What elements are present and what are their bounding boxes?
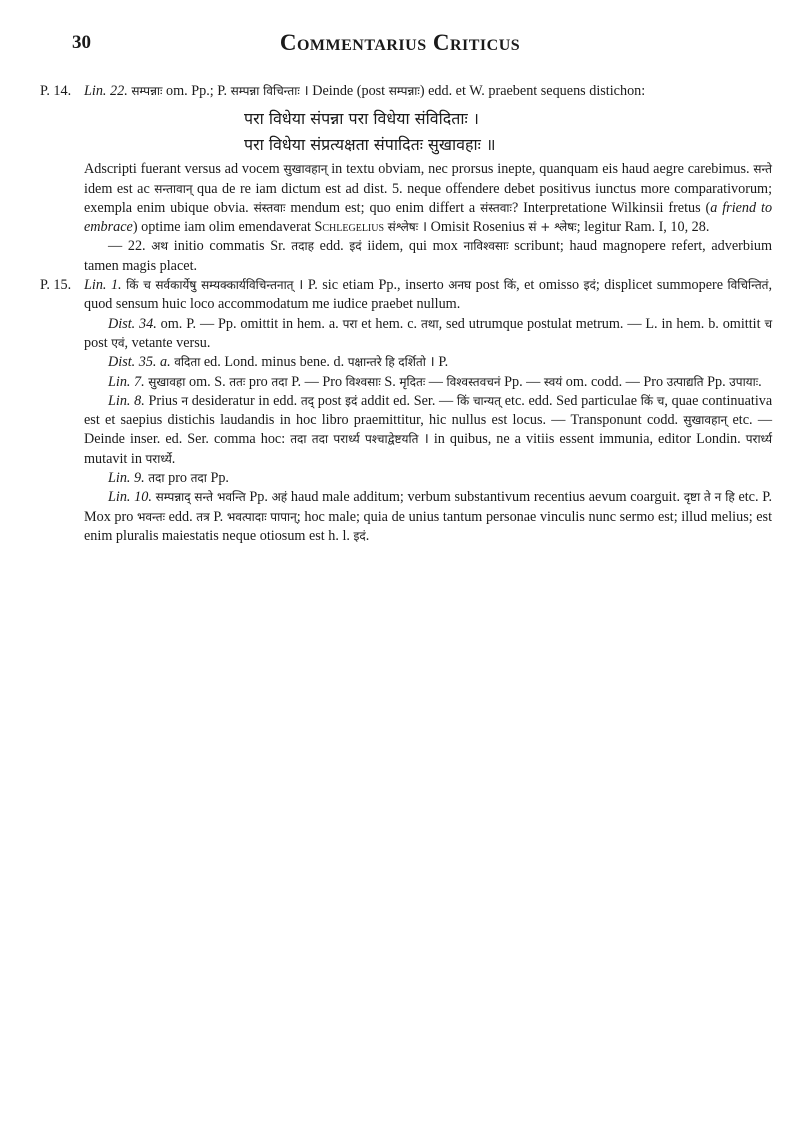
- verse-line: परा विधेया संप्रत्यक्षता संपादितः सुखावहाः ॥: [244, 135, 496, 155]
- note-paragraph: Lin. 8. Prius न desideratur in edd. तद् post इदं addit ed. Ser. — किं चान्यत् etc. edd. Sed particulae किं च, quae continuativa est et saepius distichis laudandis in hoc libro praemittitur, hic nullus est locus. — Transponunt codd. सुखावहान् etc. — Deinde inser. ed. Ser. comma hoc: तदा तदा परार्ध्य पश्चाद्वेष्टयति । in quibus, ne a vitiis essent immunia, editor Londin. परार्ध्य mutavit in परार्ध्ये.: [84, 392, 773, 467]
- page-header: [40, 28, 760, 60]
- margin-page-ref: P. 14.: [40, 83, 72, 99]
- note-paragraph: Lin. 22. सम्पन्नाः om. Pp.; P. सम्पन्ना विचिन्ताः । Deinde (post सम्पन्नाः) edd. et W. praebent sequens distichon:: [84, 83, 646, 99]
- note-paragraph: Lin. 9. तदा pro तदा Pp.: [108, 470, 229, 487]
- note-paragraph: Lin. 7. सुखावहा om. S. ततः pro तदा P. — Pro विश्वसाः S. मृदितः — विश्वस्तवचनं Pp. — स्वयं om. codd. — Pro उत्पाद्यति Pp. उपायाः.: [108, 373, 762, 390]
- running-title: Commentarius Criticus: [279, 30, 521, 55]
- page-number: 30: [72, 32, 91, 53]
- note-entry: [40, 82, 772, 276]
- note-paragraph: Adscripti fuerant versus ad vocem सुखावहान् in textu obviam, nec prorsus inepte, quanquam eis haud aegre carebimus. सन्ते idem est ac सन्तावान् qua de re iam dictum est ad dist. 5. neque offendere debet positivus iunctus more comparativorum; exempla enim ubique obvia. संस्तवाः mendum est; quo enim differt a संस्तवाः? Interpretatione Wilkinsii fretus (a friend to embrace) optime iam olim emendaverat Schlegelius संश्लेषः । Omisit Rosenius सं + श्लेषः; legitur Ram. I, 10, 28.: [84, 161, 773, 236]
- margin-page-ref: P. 15.: [40, 277, 72, 294]
- verse-line: परा विधेया संपन्ना परा विधेया संविदिताः ।: [244, 109, 479, 129]
- note-entry: [40, 276, 772, 546]
- note-paragraph: — 22. अथ initio commatis Sr. तदाह edd. इदं iidem, qui mox नाविश्वसाः scribunt; haud magnopere refert, adverbium tamen magis placet.: [84, 238, 773, 274]
- verse-distichon: [84, 106, 772, 158]
- note-paragraph: Lin. 10. सम्पन्नाद् सन्ते भवन्ति Pp. अहं haud male additum; verbum substantivum recentius aevum coarguit. दृष्टा ते न हि etc. P. Mox pro भवन्तः edd. तत्र P. भवत्पादाः पापान्; hoc male; quia de unius tantum personae vinculis nunc sermo est; illud melius; est enim pluralis maiestatis neque otiosum est h. l. इदं.: [84, 489, 773, 544]
- note-paragraph: Dist. 34. om. P. — Pp. omittit in hem. a. परा et hem. c. तथा, sed utrumque postulat metrum. — L. in hem. b. omittit च post एवं, vetante versu.: [84, 315, 773, 351]
- note-paragraph: Lin. 1. किं च सर्वकार्येषु सम्यक्कार्यविचिन्तनात् । P. sic etiam Pp., inserto अनघ post किं, et omisso इदं; displicet summopere विचिन्तितं, quod sensum huic loco accommodatum me iudice praebet nullum.: [84, 277, 773, 313]
- commentary-body: [40, 82, 772, 546]
- note-paragraph: Dist. 35. a. वदिता ed. Lond. minus bene. d. पक्षान्तरे हि दर्शितो । P.: [108, 354, 449, 371]
